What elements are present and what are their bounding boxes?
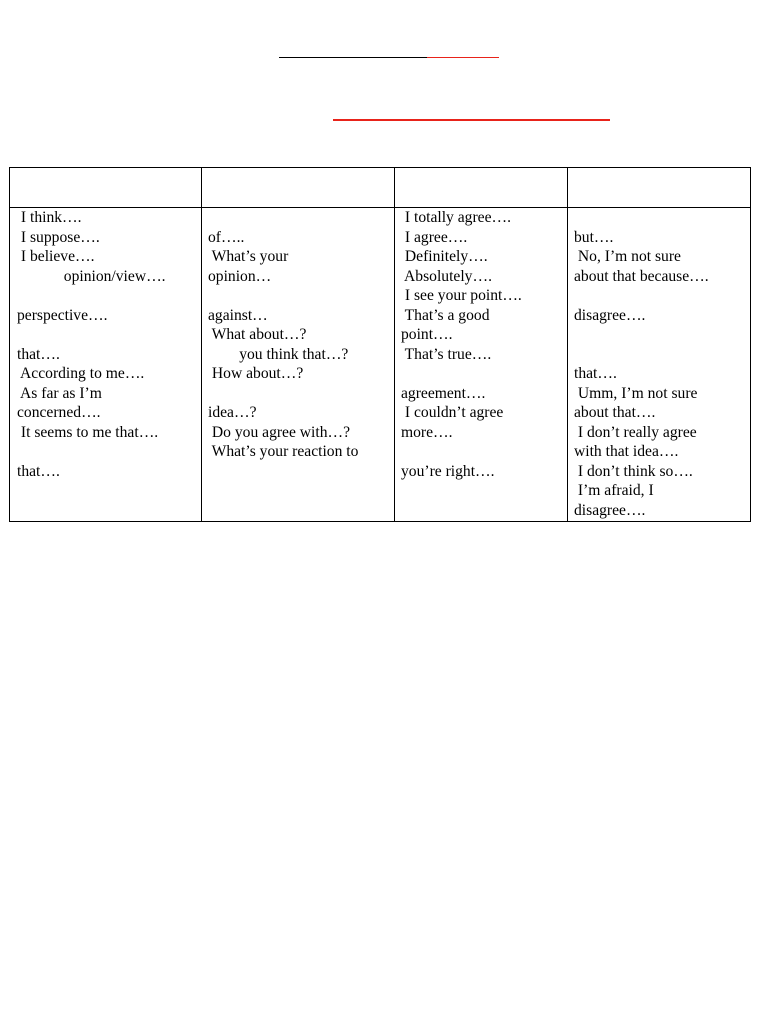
phrase-line: I couldn’t agree (401, 404, 504, 421)
phrase-line: disagree…. (574, 501, 646, 519)
phrase-line: How about…? (208, 365, 304, 382)
phrase-table (9, 167, 751, 522)
phrase-line (401, 442, 567, 462)
phrase-line: It seems to me that…. (17, 423, 159, 441)
phrase-list (202, 208, 394, 462)
phrase-line: about that…. (574, 404, 656, 421)
phrase-line (208, 208, 394, 228)
column-agreeing (395, 208, 568, 522)
phrase-line: about that because…. (574, 267, 709, 285)
phrase-line: opinion/view…. (17, 267, 166, 285)
phrase-line: more…. (401, 423, 453, 441)
header-cell-3 (395, 168, 568, 208)
phrase-line: point…. (401, 326, 453, 343)
phrase-line: opinion… (208, 267, 272, 285)
phrase-line: That’s a good (401, 306, 490, 324)
phrase-list (395, 208, 567, 481)
phrase-line: that…. (17, 345, 60, 363)
phrase-line: perspective…. (17, 306, 108, 324)
phrase-line: idea…? (208, 404, 257, 421)
phrase-line: I see your point…. (401, 287, 522, 304)
phrase-line (208, 286, 394, 306)
phrase-line: I believe…. (17, 248, 95, 265)
phrase-line: against… (208, 306, 268, 324)
phrase-line: that…. (17, 462, 60, 480)
column-asking-opinion (202, 208, 395, 522)
phrase-line: Absolutely…. (401, 267, 492, 285)
phrase-line: with that idea…. (574, 443, 679, 460)
phrase-line (208, 384, 394, 404)
phrase-line: concerned…. (17, 404, 101, 421)
phrase-line: but…. (574, 228, 614, 246)
phrase-list (10, 208, 201, 481)
subtitle-underline-red (333, 119, 610, 121)
phrase-line: Do you agree with…? (208, 423, 351, 441)
phrase-line: I don’t really agree (574, 423, 697, 441)
phrase-line (574, 208, 750, 228)
phrase-line: disagree…. (574, 306, 646, 324)
phrase-line: I don’t think so…. (574, 462, 693, 480)
phrase-line (17, 325, 201, 345)
header-cell-2 (202, 168, 395, 208)
phrase-line: I agree…. (401, 228, 468, 246)
phrase-line: you’re right…. (401, 462, 495, 480)
header-cell-4 (568, 168, 751, 208)
phrase-line: agreement…. (401, 384, 486, 402)
phrase-line: What’s your (208, 248, 289, 265)
phrase-line: Umm, I’m not sure (574, 384, 698, 402)
column-disagreeing (568, 208, 751, 522)
table-header-row (10, 168, 751, 208)
phrase-line (574, 345, 750, 365)
phrase-line (574, 286, 750, 306)
phrase-line (574, 325, 750, 345)
phrase-line: Definitely…. (401, 248, 488, 265)
phrase-line: What about…? (208, 326, 307, 343)
column-expressing-opinion (10, 208, 202, 522)
phrase-line: that…. (574, 365, 617, 382)
phrase-line (17, 442, 201, 462)
phrase-line: According to me…. (17, 365, 145, 382)
phrase-line: I think…. (17, 209, 82, 226)
phrase-line: As far as I’m (17, 384, 102, 402)
phrase-line: No, I’m not sure (574, 248, 681, 265)
title-underline-black (279, 57, 427, 58)
phrase-line: I’m afraid, I (574, 482, 654, 499)
table-body-row (10, 208, 751, 522)
title-underline-red (427, 57, 499, 58)
phrase-line: What’s your reaction to (208, 443, 359, 460)
phrase-line: of….. (208, 228, 245, 246)
phrase-list (568, 208, 750, 520)
phrase-line (401, 364, 567, 384)
phrase-line (17, 286, 201, 306)
header-cell-1 (10, 168, 202, 208)
phrase-line: That’s true…. (401, 345, 492, 363)
phrase-line: I totally agree…. (401, 209, 511, 226)
phrase-line: you think that…? (208, 345, 349, 363)
phrase-line: I suppose…. (17, 228, 100, 246)
